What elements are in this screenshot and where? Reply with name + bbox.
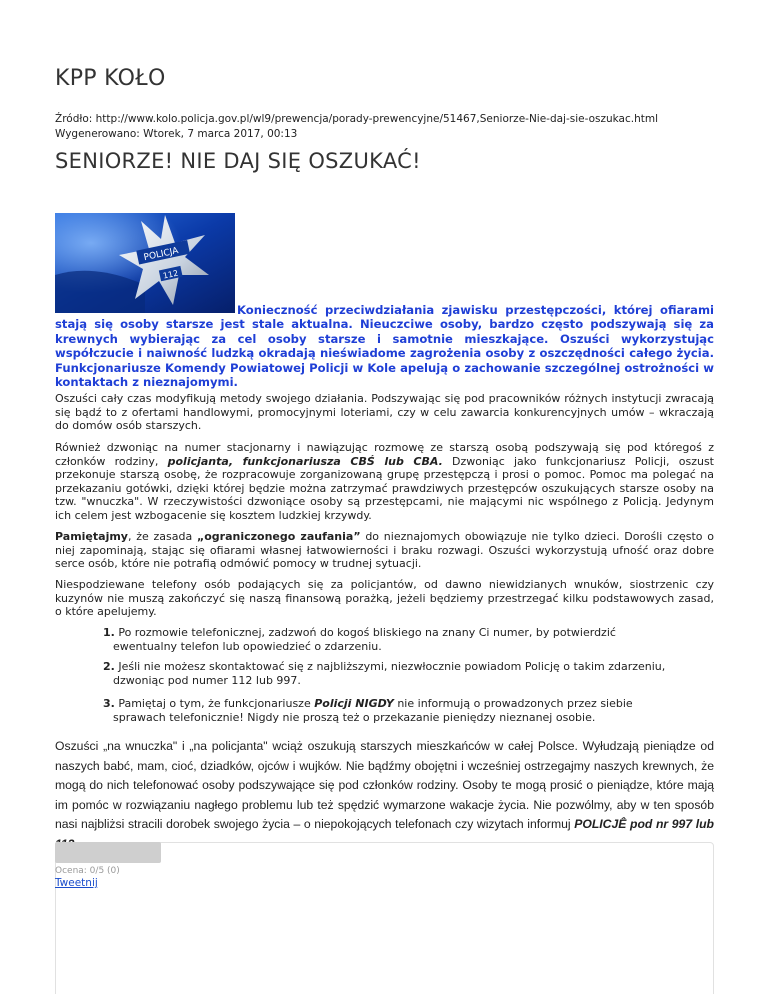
p5-text: Oszuści „na wnuczka" i „na policjanta" wciąż oszukują starszych mieszkańców w całej Polsce. Wyłudzają pieniądze od naszych babć, mam, cioć, dziadków, ojców i wujków. Nie bądźmy obojętni i wcześniej ostrzegajmy naszych krewnych, że mogą do nich telefonować osoby podszywające się pod członków rodziny. Osoby te mogą prosić o pieniądze, które mają im pomóc w rozwiązaniu nagłego problemu lub też spędzić wymarzone wakacje życia. Nie pozwólmy, aby w ten sposób nasi najbliżsi stracili dorobek swojego życia – o niepokojących telefonach czy wizytach informuj: [55, 739, 714, 832]
list-item: [103, 626, 715, 653]
list-text: Jeśli nie możesz skontaktować się z najbliższymi, niezwłocznie powiadom Policję o takim zdarzeniu,: [114, 660, 666, 673]
hero-image: [55, 213, 235, 313]
generated-date: Wygenerowano: Wtorek, 7 marca 2017, 00:13: [55, 128, 298, 140]
p5-emphasis: POLICJÊ pod nr 997 lub: [574, 817, 714, 832]
paragraph-2: [55, 441, 714, 522]
tweet-link[interactable]: Tweetnij: [55, 877, 98, 889]
p3-text-d: do nieznajomych obowiązuje nie tylko dzieci. Dorośli często o niej zapominają, stając się ofiarami własnej łatwowierności i braku rozwagi. Oszuści wykorzystują ufność oraz dobre serce osób, które nie potrafią odmówić pomocy w trudnej sytuacji.: [55, 530, 714, 570]
meta-info: [55, 112, 658, 142]
source-url: Źródło: http://www.kolo.policja.gov.pl/wl9/prewencja/porady-prewencyjne/51467,Seniorze-Nie-daj-sie-oszukac.html: [55, 113, 659, 125]
p3-bold-quote: „ograniczonego zaufania”: [197, 530, 361, 543]
list-emphasis: Policji NIGDY: [314, 697, 394, 710]
list-number: 1.: [103, 626, 115, 639]
badge-number: 112: [162, 268, 180, 281]
paragraph-1: Oszuści cały czas modyfikują metody swojego działania. Podszywając się pod pracowników różnych instytucji zwracają się bądź to z ofertami handlowymi, promocyjnymi loteriami, czy w celu zawarcia konkurencyjnych umów – wkraczają do domów osób starszych.: [55, 392, 714, 432]
list-number: 2.: [103, 660, 115, 673]
rating-stars-bar[interactable]: [55, 842, 161, 863]
p2-text-c: Dzwoniąc jako funkcjonariusz Policji, oszust przekonuje starszą osobę, że rozpracowuje zorganizowaną grupę przestępczą i prosi o pomoc. Pomoc ma polegać na przekazaniu gotówki, dzięki której będzie można zatrzymać prawdziwych przestępców oszukujących starsze osoby na tzw. "wnuczka". W rzeczywistości dzwoniące osoby są przestępcami, nie mającymi nic wspólnego z Policją. Jedynym ich celem jest wzbogacenie się kosztem ludzkiej krzywdy.: [55, 454, 714, 522]
p3-bold-remember: Pamiętajmy: [55, 530, 128, 543]
lead-text: Konieczność przeciwdziałania zjawisku przestępczości, której ofiarami stają się osoby starsze jest stale aktualna. Nieuczciwe osoby, bardzo często podszywają się za krewnych wybierając za cel osoby starsze i samotnie mieszkające. Oszuści wykorzystując współczucie i naiwność ludzką okradają nieświadome zagrożenia osoby z oszczędności całego życia. Funkcjonariusze Komendy Powiatowej Policji w Kole apelują o zachowanie szczególnej ostrożności w kontaktach z nieznajomymi.: [55, 303, 714, 390]
paragraph-4: Niespodziewane telefony osób podających się za policjantów, od dawno niewidzianych wnuków, siostrzenic czy kuzynów nie muszą zakończyć się naszą finansową porażką, jeżeli będziemy przestrzegać kilku podstawowych zasad, o które apelujemy.: [55, 578, 714, 618]
rating-panel: [55, 842, 714, 994]
p2-emphasis: policjanta, funkcjonariusza CBŚ lub CBA.: [167, 454, 443, 468]
list-item: [103, 660, 715, 687]
site-title: KPP KOŁO: [55, 66, 166, 91]
p2-text-a: Również dzwoniąc na numer stacjonarny i nawiązując rozmowę ze starszą osobą podszywają się pod któregoś z członków rodziny,: [55, 441, 714, 468]
badge-text: POLICJA: [142, 246, 180, 264]
list-number: 3.: [103, 697, 115, 710]
list-text-cont: dzwoniąc pod numer 112 lub 997.: [113, 673, 301, 687]
paragraph-3: [55, 530, 714, 571]
p3-text-b: , że zasada: [127, 530, 198, 543]
list-text-cont: ewentualny telefon lub opowiedzieć o zdarzeniu.: [113, 639, 382, 653]
police-badge-image: [55, 213, 235, 313]
list-text: Pamiętaj o tym, że funkcjonariusze: [114, 697, 315, 710]
list-text-cont: sprawach telefonicznie! Nigdy nie proszą też o przekazanie pieniędzy nieznanej osobie.: [113, 710, 596, 724]
list-text: Po rozmowie telefonicznej, zadzwoń do kogoś bliskiego na znany Ci numer, by potwierdzić: [114, 626, 616, 639]
article-title: SENIORZE! NIE DAJ SIĘ OSZUKAĆ!: [55, 149, 421, 173]
article-lead: [55, 303, 714, 389]
list-item: [103, 697, 715, 724]
rating-label: Ocena: 0/5 (0): [55, 866, 120, 876]
paragraph-5: [55, 737, 714, 855]
list-text: nie informują o prowadzonych przez siebie: [393, 697, 633, 710]
